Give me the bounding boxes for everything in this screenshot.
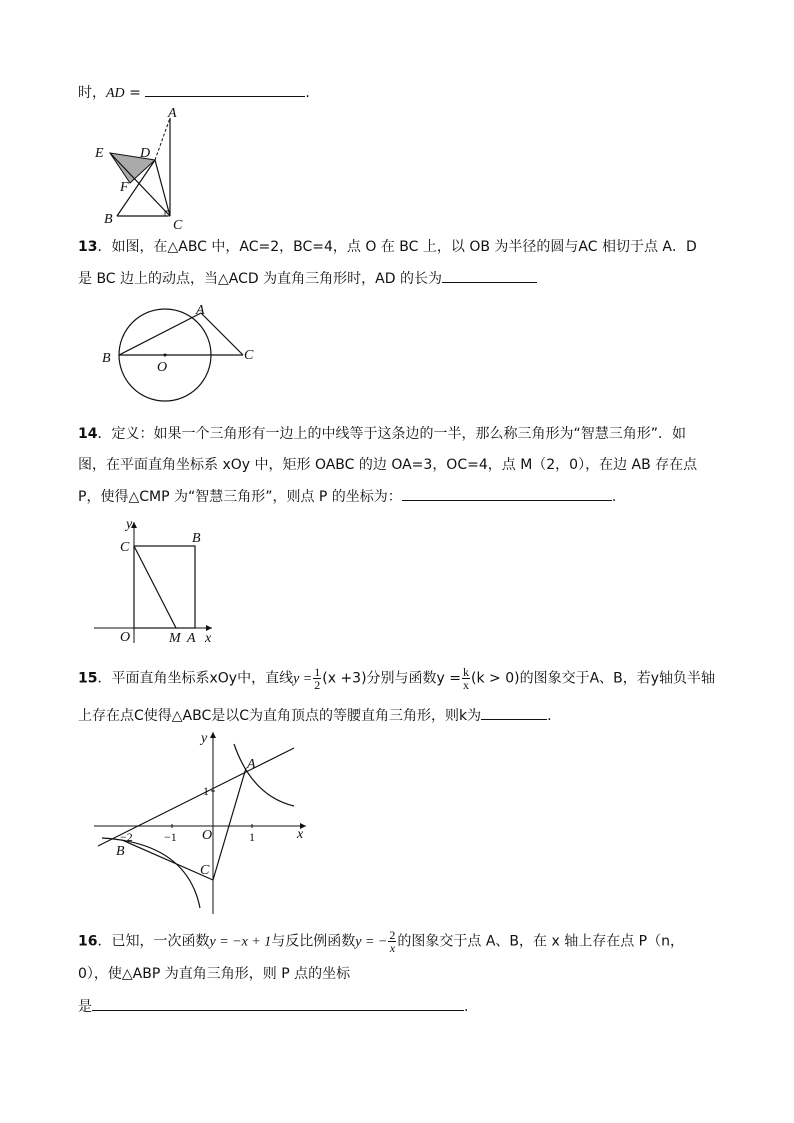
q14-label-m: M	[169, 631, 181, 646]
q15-label-o: O	[202, 828, 213, 843]
q16-line2: 0），使△ABP 为直角三角形，则 P 点的坐标	[78, 966, 351, 982]
q15-label-b: B	[116, 844, 125, 859]
q15-label-c: C	[200, 863, 210, 878]
q15-fraction-1: $\frac{1}{2}$	[314, 665, 321, 692]
q15-fraction-2: $\frac{k}{x}$	[463, 665, 470, 692]
q15-tick-1: 1	[249, 830, 255, 844]
q15-tick-minus2: −2	[120, 830, 133, 844]
q15-line2: 上存在点C使得△ABC是以C为直角顶点的等腰直角三角形，则k为 .	[78, 705, 552, 726]
q12-answer-line: 时，AD = .	[78, 82, 310, 104]
q14-label-y: y	[126, 517, 133, 532]
q12-label-e: E	[95, 146, 104, 161]
q14-line2: 图，在平面直角坐标系 xOy 中，矩形 OABC 的边 OA=3，OC=4，点 M（2，0），在边 AB 存在点	[78, 457, 698, 473]
q14-label-b: B	[192, 531, 201, 546]
q14-label-o: O	[120, 630, 131, 645]
q14-figure	[92, 518, 222, 646]
q13-label-b: B	[102, 351, 111, 366]
q15-figure	[92, 728, 314, 916]
q12-label-a: A	[168, 106, 177, 121]
q14-line1: 14．定义：如果一个三角形有一边上的中线等于这条边的一半，那么称三角形为“智慧三角形”．如	[78, 426, 686, 442]
q13-line2: 是 BC 边上的动点，当△ACD 为直角三角形时，AD 的长为	[78, 268, 537, 289]
q15-tick-y1: 1	[203, 784, 209, 798]
q15-label-x: x	[297, 827, 304, 842]
q15-tick-minus1: −1	[164, 830, 177, 844]
q12-label-f: F	[120, 180, 129, 195]
q12-label-d: D	[140, 146, 151, 161]
q13-answer-blank[interactable]	[442, 268, 537, 283]
q15-label-a: A	[247, 757, 256, 772]
q13-label-o: O	[157, 360, 168, 375]
q16-line1: 16．已知，一次函数y = −x + 1与反比例函数y = − $\frac{2}{x}$ 的图象交于点 A、B，在 x 轴上存在点 P（n，	[78, 928, 684, 955]
q15-answer-blank[interactable]	[481, 705, 547, 720]
q13-figure	[98, 300, 268, 405]
q15-line1: 15．平面直角坐标系xOy中，直线y = $\frac{1}{2}$ (x +3)分别与函数y = $\frac{k}{x}$ (k > 0)的图象交于A、B，若y轴负半轴	[78, 665, 716, 692]
q16-line3: 是 .	[78, 996, 468, 1017]
q12-label-c: C	[173, 218, 183, 233]
q12-answer-blank[interactable]	[145, 82, 305, 97]
q14-label-a: A	[187, 631, 196, 646]
q13-label-a: A	[196, 303, 205, 318]
q16-answer-blank[interactable]	[92, 996, 464, 1011]
q14-label-x: x	[205, 631, 212, 646]
q15-label-y: y	[201, 731, 208, 746]
q13-label-c: C	[244, 348, 254, 363]
q14-line3: P，使得△CMP 为“智慧三角形”，则点 P 的坐标为： .	[78, 486, 616, 507]
q14-label-c: C	[120, 540, 130, 555]
q12-label-b: B	[104, 212, 113, 227]
q16-fraction: $\frac{2}{x}$	[389, 928, 396, 955]
q13-line1: 13．如图，在△ABC 中，AC=2，BC=4，点 O 在 BC 上，以 OB 为半径的圆与AC 相切于点 A．D	[78, 239, 697, 255]
q12-figure	[90, 105, 200, 233]
q14-answer-blank[interactable]	[402, 486, 612, 501]
